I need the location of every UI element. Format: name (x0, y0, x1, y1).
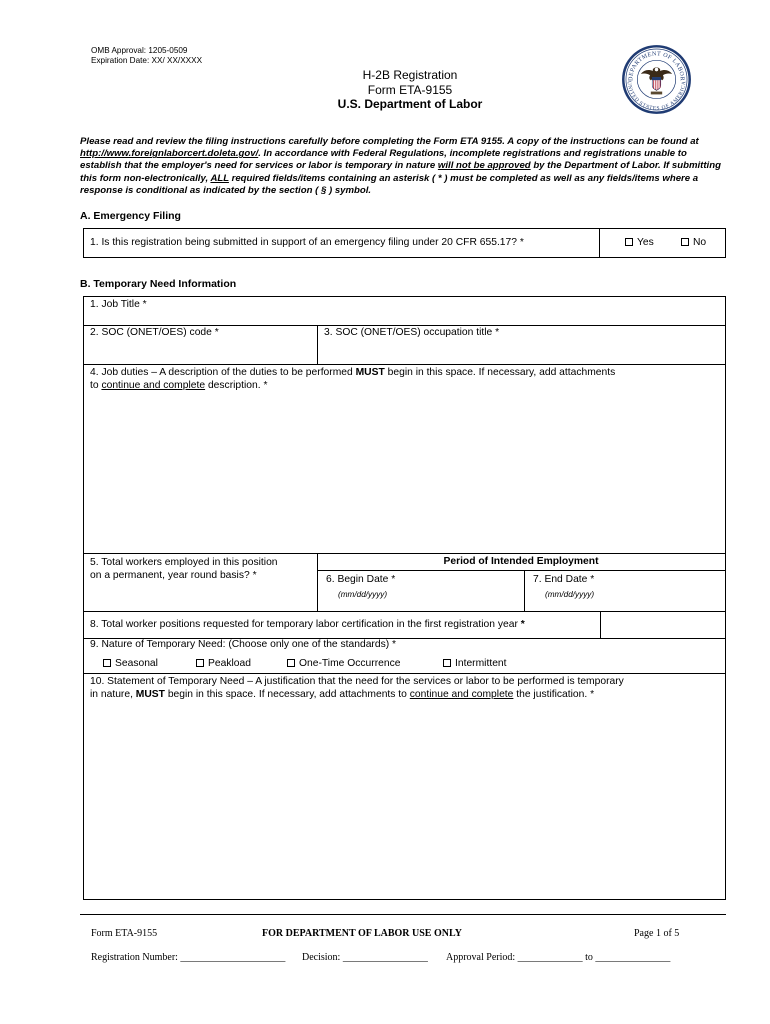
total-positions-field[interactable]: 8. Total worker positions requested for temporary labor certification in the first registration year * (90, 619, 525, 630)
emergency-yes-option[interactable]: Yes (625, 237, 654, 250)
job-title-field[interactable]: 1. Job Title * (90, 299, 147, 310)
period-of-employment-title: Period of Intended Employment (443, 556, 599, 567)
footer-approval-period: Approval Period: _____________ to _______________ (446, 952, 671, 963)
form-number: Form ETA-9155 (367, 82, 453, 97)
svg-text:UNITED STATES OF AMERICA: UNITED STATES OF AMERICA (625, 80, 688, 112)
footer-divider (80, 914, 726, 915)
footer-page-number: Page 1 of 5 (634, 928, 680, 939)
peakload-option[interactable]: Peakload (196, 658, 251, 671)
section-b-table (83, 296, 726, 900)
form-title: H-2B Registration (362, 68, 458, 82)
section-a-title: A. Emergency Filing (80, 210, 181, 222)
instructions-paragraph: Please read and review the filing instructions carefully before completing the Form ETA 9155. A copy of the instructions can be found at http://www.foreignlaborcert.doleta.gov/. In accordance with Federal Regulations, incomplete registrations and registrations unable to establish that the employer's need for services or labor is temporary in nature will not be approved by the Department of Labor. If submitting this form non-electronically, ALL required fields/items containing an asterisk ( * ) must be completed as well as any fields/items where a response is conditional as indicated by the section ( § ) symbol. (80, 136, 721, 196)
temporary-need-statement-field[interactable]: 10. Statement of Temporary Need – A justification that the need for the services or labor to be performed is temporary in nature, MUST begin in this space. If necessary, add attachments to continue and complete the justification. * (90, 676, 624, 700)
omb-expiration: Expiration Date: XX/ XX/XXXX (91, 56, 203, 65)
seasonal-option[interactable]: Seasonal (103, 658, 158, 671)
emergency-no-option[interactable]: No (681, 237, 706, 250)
begin-date-hint: (mm/dd/yyyy) (338, 590, 388, 599)
yes-checkbox[interactable] (625, 238, 633, 246)
peakload-checkbox[interactable] (196, 659, 204, 667)
section-b-title: B. Temporary Need Information (80, 278, 237, 290)
intermittent-option[interactable]: Intermittent (443, 658, 507, 671)
dol-seal-logo (621, 44, 692, 115)
end-date-hint: (mm/dd/yyyy) (545, 590, 595, 599)
instructions-link[interactable]: http://www.foreignlaborcert.doleta.gov/ (80, 148, 259, 160)
job-duties-field[interactable]: 4. Job duties – A description of the duties to be performed MUST begin in this space. If necessary, add attachments to continue and complete description. * (90, 367, 616, 391)
one-time-checkbox[interactable] (287, 659, 295, 667)
agency-name: U.S. Department of Labor (337, 97, 483, 111)
one-time-occurrence-option[interactable]: One-Time Occurrence (287, 658, 400, 671)
footer-form-number: Form ETA-9155 (91, 928, 158, 939)
section-a-table (83, 228, 726, 258)
end-date-field[interactable]: 7. End Date * (533, 574, 595, 585)
soc-code-field[interactable]: 2. SOC (ONET/OES) code * (90, 327, 219, 338)
form-header (260, 68, 560, 112)
emergency-filing-question: 1. Is this registration being submitted in support of an emergency filing under 20 CFR 655.17? * (90, 237, 524, 248)
svg-text:DEPARTMENT OF LABOR: DEPARTMENT OF LABOR (628, 51, 685, 82)
nature-of-need-question: 9. Nature of Temporary Need: (Choose only one of the standards) * (90, 639, 397, 650)
footer-dol-use-only: FOR DEPARTMENT OF LABOR USE ONLY (262, 928, 462, 939)
seasonal-checkbox[interactable] (103, 659, 111, 667)
permanent-workers-field[interactable]: 5. Total workers employed in this position on a permanent, year round basis? * (90, 557, 278, 581)
begin-date-field[interactable]: 6. Begin Date * (326, 574, 396, 585)
footer-decision: Decision: _________________ (302, 952, 428, 963)
intermittent-checkbox[interactable] (443, 659, 451, 667)
soc-title-field[interactable]: 3. SOC (ONET/OES) occupation title * (324, 327, 500, 338)
no-checkbox[interactable] (681, 238, 689, 246)
omb-info (91, 46, 202, 66)
omb-approval: OMB Approval: 1205-0509 (91, 46, 188, 55)
footer-registration-number: Registration Number: _____________________ (91, 952, 286, 963)
